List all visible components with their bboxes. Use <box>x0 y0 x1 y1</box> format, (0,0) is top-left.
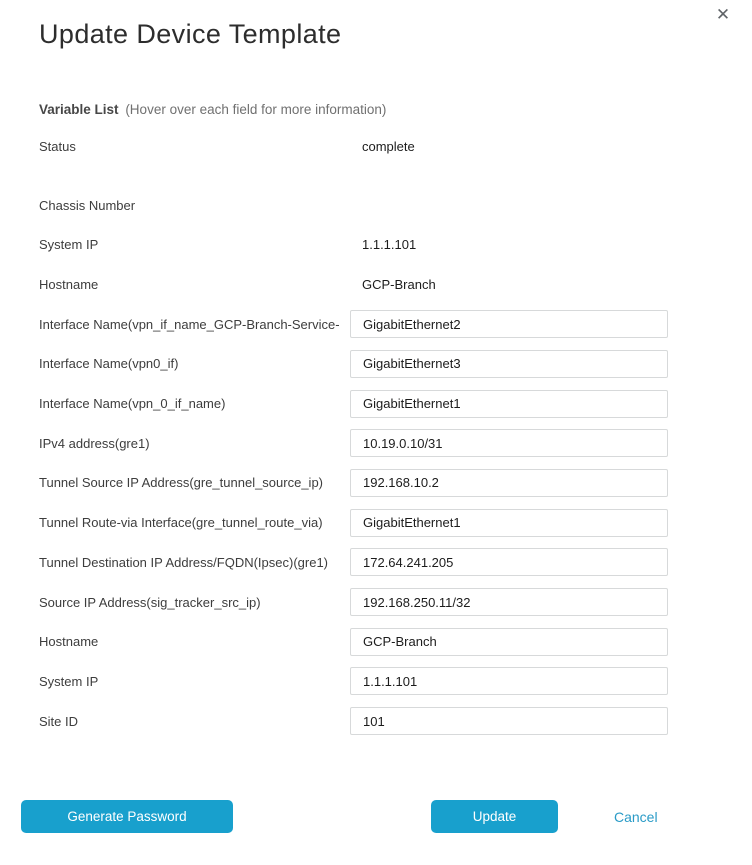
update-button[interactable]: Update <box>431 800 558 833</box>
variable-list-heading: Variable List <box>39 102 119 117</box>
field-label: System IP <box>39 673 99 689</box>
form-row <box>39 185 668 225</box>
form-row <box>39 701 668 741</box>
field-label: System IP <box>39 237 99 253</box>
form-row <box>39 127 668 167</box>
form-row <box>39 304 668 344</box>
close-icon[interactable]: ✕ <box>715 5 731 24</box>
generate-password-button[interactable]: Generate Password <box>21 800 233 833</box>
dialog-title: Update Device Template <box>39 19 342 49</box>
form-row <box>39 463 668 503</box>
form-row <box>39 662 668 702</box>
field-value: GCP-Branch <box>362 277 436 292</box>
field-label: Tunnel Source IP Address(gre_tunnel_source_ip) <box>39 475 324 491</box>
field-input[interactable] <box>350 310 668 338</box>
form-row <box>39 384 668 424</box>
field-input[interactable] <box>350 509 668 537</box>
field-value: 1.1.1.101 <box>362 237 417 253</box>
field-label: Interface Name(vpn_0_if_name) <box>39 396 226 412</box>
field-label: IPv4 address(gre1) <box>39 435 150 451</box>
variable-list-hint: (Hover over each field for more information) <box>125 102 387 117</box>
dialog-footer <box>0 800 752 833</box>
form-row <box>39 542 668 582</box>
field-input[interactable] <box>350 350 668 378</box>
field-input[interactable] <box>350 390 668 418</box>
field-input[interactable] <box>350 469 668 497</box>
field-label: Source IP Address(sig_tracker_src_ip) <box>39 594 261 610</box>
form-row <box>39 265 668 305</box>
variable-list-header <box>39 102 386 117</box>
form-row <box>39 225 668 265</box>
form-row <box>39 423 668 463</box>
form-row <box>39 582 668 622</box>
field-label: Interface Name(vpn_if_name_GCP-Branch-Service- <box>39 316 340 332</box>
form-row <box>39 503 668 543</box>
field-input[interactable] <box>350 588 668 616</box>
field-input[interactable] <box>350 628 668 656</box>
field-input[interactable] <box>350 707 668 735</box>
field-label: Hostname <box>39 277 99 292</box>
field-input[interactable] <box>350 667 668 695</box>
field-label: Tunnel Route-via Interface(gre_tunnel_route_via) <box>39 515 323 531</box>
field-input[interactable] <box>350 548 668 576</box>
form-row <box>39 344 668 384</box>
field-label: Tunnel Destination IP Address/FQDN(Ipsec)(gre1) <box>39 554 329 570</box>
field-input[interactable] <box>350 429 668 457</box>
cancel-link[interactable]: Cancel <box>614 808 658 825</box>
field-label: Chassis Number <box>39 197 136 213</box>
variable-form <box>39 127 668 741</box>
field-label: Hostname <box>39 634 99 650</box>
form-row <box>39 622 668 662</box>
field-value: complete <box>362 139 415 155</box>
field-label: Interface Name(vpn0_if) <box>39 356 179 372</box>
field-label: Status <box>39 139 76 155</box>
field-label: Site ID <box>39 713 79 729</box>
